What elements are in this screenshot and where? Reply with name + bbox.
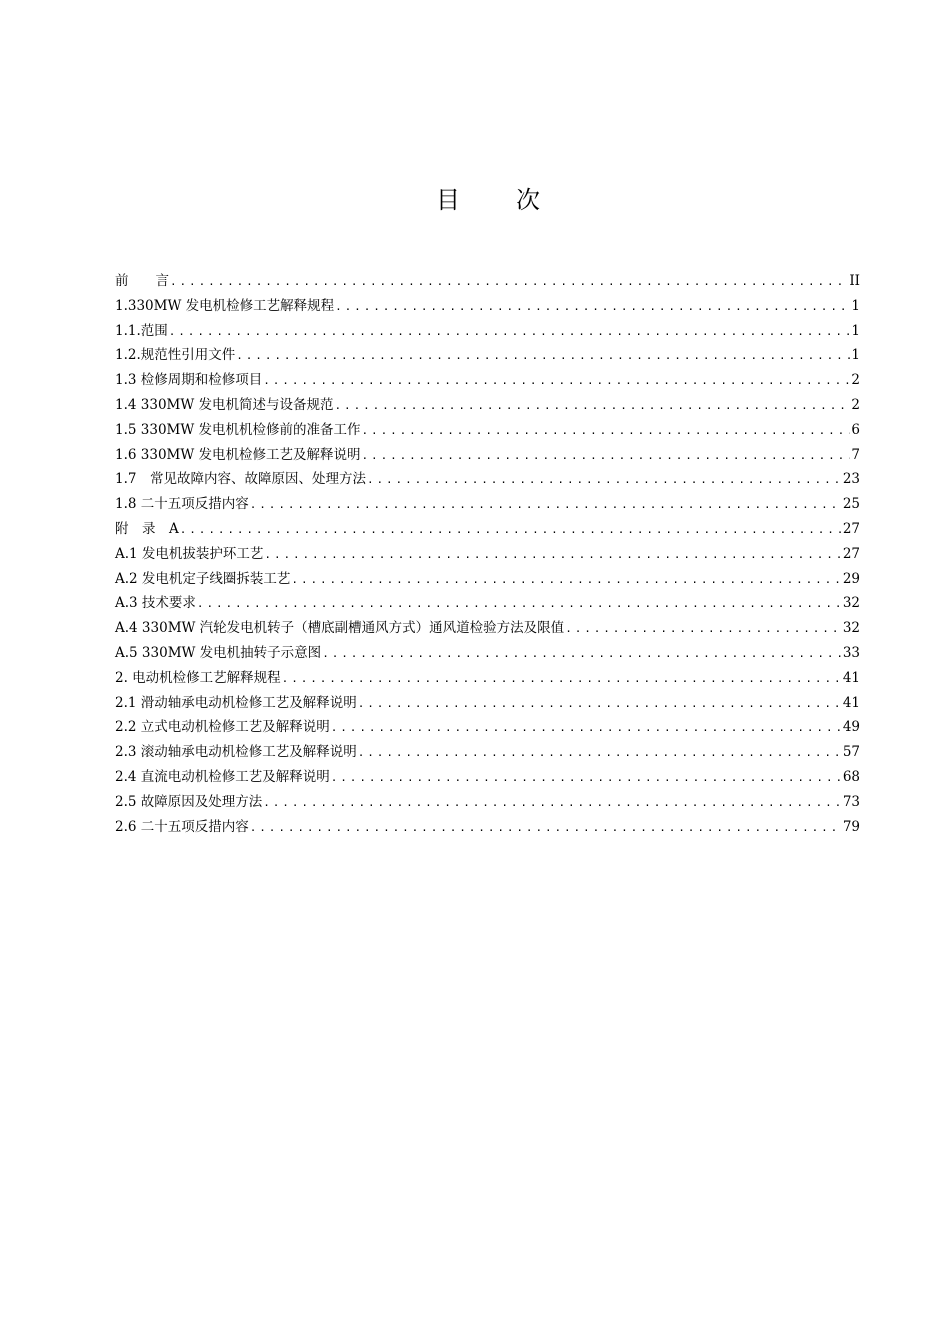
toc-entry-label: 1.2.规范性引用文件: [115, 347, 236, 364]
toc-entry[interactable]: [115, 619, 860, 644]
toc-title-char-2: 次: [516, 186, 540, 214]
toc-entry-label: 2.2 立式电动机检修工艺及解释说明: [115, 719, 330, 736]
toc-leader-dots: [358, 744, 842, 762]
toc-entry-page: 27: [842, 545, 860, 562]
toc-entry-label: 前 言: [115, 273, 169, 289]
toc-entry-page: 6: [851, 421, 860, 438]
toc-entry[interactable]: [115, 644, 860, 669]
toc-entry[interactable]: [115, 718, 860, 743]
toc-entry-page: 27: [842, 520, 860, 537]
toc-entry-label: 2.1 滑动轴承电动机检修工艺及解释说明: [115, 694, 357, 711]
toc-leader-dots: [180, 521, 842, 539]
toc-entry[interactable]: [115, 545, 860, 570]
toc-entry-page: 1: [851, 297, 860, 314]
toc-entry[interactable]: [115, 818, 860, 843]
toc-leader-dots: [197, 595, 842, 613]
toc-entry[interactable]: [115, 371, 860, 396]
toc-entry[interactable]: [115, 594, 860, 619]
toc-entry-label: 2.5 故障原因及处理方法: [115, 793, 263, 810]
toc-entry[interactable]: [115, 421, 860, 446]
toc-entry-page: 33: [842, 644, 860, 661]
toc-entry[interactable]: [115, 694, 860, 719]
toc-entry-page: 7: [851, 446, 860, 463]
toc-leader-dots: [362, 422, 851, 440]
toc-entry-label: 2. 电动机检修工艺解释规程: [115, 669, 281, 686]
toc-entry[interactable]: [115, 346, 860, 371]
toc-entry-page: 1: [851, 322, 860, 339]
toc-entry-page: 29: [842, 570, 860, 587]
toc-entry-page: 23: [842, 471, 860, 488]
toc-leader-dots: [322, 645, 842, 663]
toc-entry[interactable]: [115, 396, 860, 421]
toc-leader-dots: [335, 298, 850, 316]
toc-entry[interactable]: [115, 743, 860, 768]
toc-entry-page: 41: [842, 669, 860, 686]
toc-leader-dots: [291, 571, 841, 589]
toc-entry[interactable]: [115, 297, 860, 322]
toc-entry-label: 1.3 检修周期和检修项目: [115, 372, 263, 389]
toc-entry-label: 2.3 滚动轴承电动机检修工艺及解释说明: [115, 744, 357, 761]
toc-entry-page: 49: [842, 719, 860, 736]
toc-entry-label: 1.7 常见故障内容、故障原因、处理方法: [115, 471, 366, 488]
toc-title-char-1: 目: [436, 186, 460, 214]
toc-entry-label: A.2 发电机定子线圈拆装工艺: [115, 570, 291, 587]
toc-entry-label: 2.4 直流电动机检修工艺及解释说明: [115, 768, 330, 785]
toc-entry[interactable]: [115, 322, 860, 347]
toc-entry[interactable]: [115, 495, 860, 520]
toc-entry-label: 1.6 330MW 发电机检修工艺及解释说明: [115, 446, 361, 463]
toc-leader-dots: [362, 447, 851, 465]
toc-entry-page: 25: [842, 496, 860, 513]
toc-entry-page: 2: [851, 396, 860, 413]
toc-entry-page: II: [849, 273, 860, 289]
toc-entry-page: 1: [851, 347, 860, 364]
toc-entry-label: 附 录 A: [115, 520, 179, 537]
toc-entry-label: A.4 330MW 汽轮发电机转子（槽底副槽通风方式）通风道检验方法及限值: [115, 620, 565, 637]
toc-title: [0, 184, 950, 216]
toc-entry-page: 2: [851, 372, 860, 389]
toc-entry-label: A.1 发电机拔装护环工艺: [115, 545, 264, 562]
toc-entry-page: 32: [842, 620, 860, 637]
toc-entry[interactable]: [115, 768, 860, 793]
toc-leader-dots: [263, 372, 850, 390]
toc-leader-dots: [170, 273, 848, 291]
toc-entry-label: 1.1.范围: [115, 322, 168, 339]
toc-entry-label: A.5 330MW 发电机抽转子示意图: [115, 644, 322, 661]
toc-entry-page: 73: [842, 793, 860, 810]
toc-entry-page: 41: [842, 694, 860, 711]
toc-entry-page: 57: [842, 744, 860, 761]
toc-entry-label: 2.6 二十五项反措内容: [115, 818, 249, 835]
toc-entry-page: 32: [842, 595, 860, 612]
toc-leader-dots: [331, 769, 842, 787]
toc-entry-page: 68: [842, 768, 860, 785]
toc-leader-dots: [565, 620, 842, 638]
toc-leader-dots: [264, 546, 841, 564]
toc-leader-dots: [335, 397, 851, 415]
toc-entry-label: 1.8 二十五项反措内容: [115, 496, 249, 513]
toc-leader-dots: [331, 719, 842, 737]
toc-entry-label: 1.330MW 发电机检修工艺解释规程: [115, 297, 335, 314]
toc-leader-dots: [282, 670, 842, 688]
toc-leader-dots: [263, 794, 842, 812]
toc-entry[interactable]: [115, 470, 860, 495]
toc-entry[interactable]: [115, 520, 860, 545]
toc-leader-dots: [169, 323, 851, 341]
toc-entry[interactable]: [115, 570, 860, 595]
toc-list: [115, 272, 860, 842]
toc-entry[interactable]: [115, 272, 860, 297]
toc-entry[interactable]: [115, 669, 860, 694]
toc-leader-dots: [367, 471, 842, 489]
toc-entry-label: A.3 技术要求: [115, 595, 196, 612]
toc-entry-label: 1.4 330MW 发电机简述与设备规范: [115, 396, 334, 413]
toc-entry-label: 1.5 330MW 发电机机检修前的准备工作: [115, 421, 361, 438]
toc-leader-dots: [250, 819, 842, 837]
toc-leader-dots: [236, 347, 850, 365]
toc-entry[interactable]: [115, 793, 860, 818]
toc-leader-dots: [358, 695, 842, 713]
toc-entry-page: 79: [842, 818, 860, 835]
toc-entry[interactable]: [115, 446, 860, 471]
toc-leader-dots: [250, 496, 842, 514]
